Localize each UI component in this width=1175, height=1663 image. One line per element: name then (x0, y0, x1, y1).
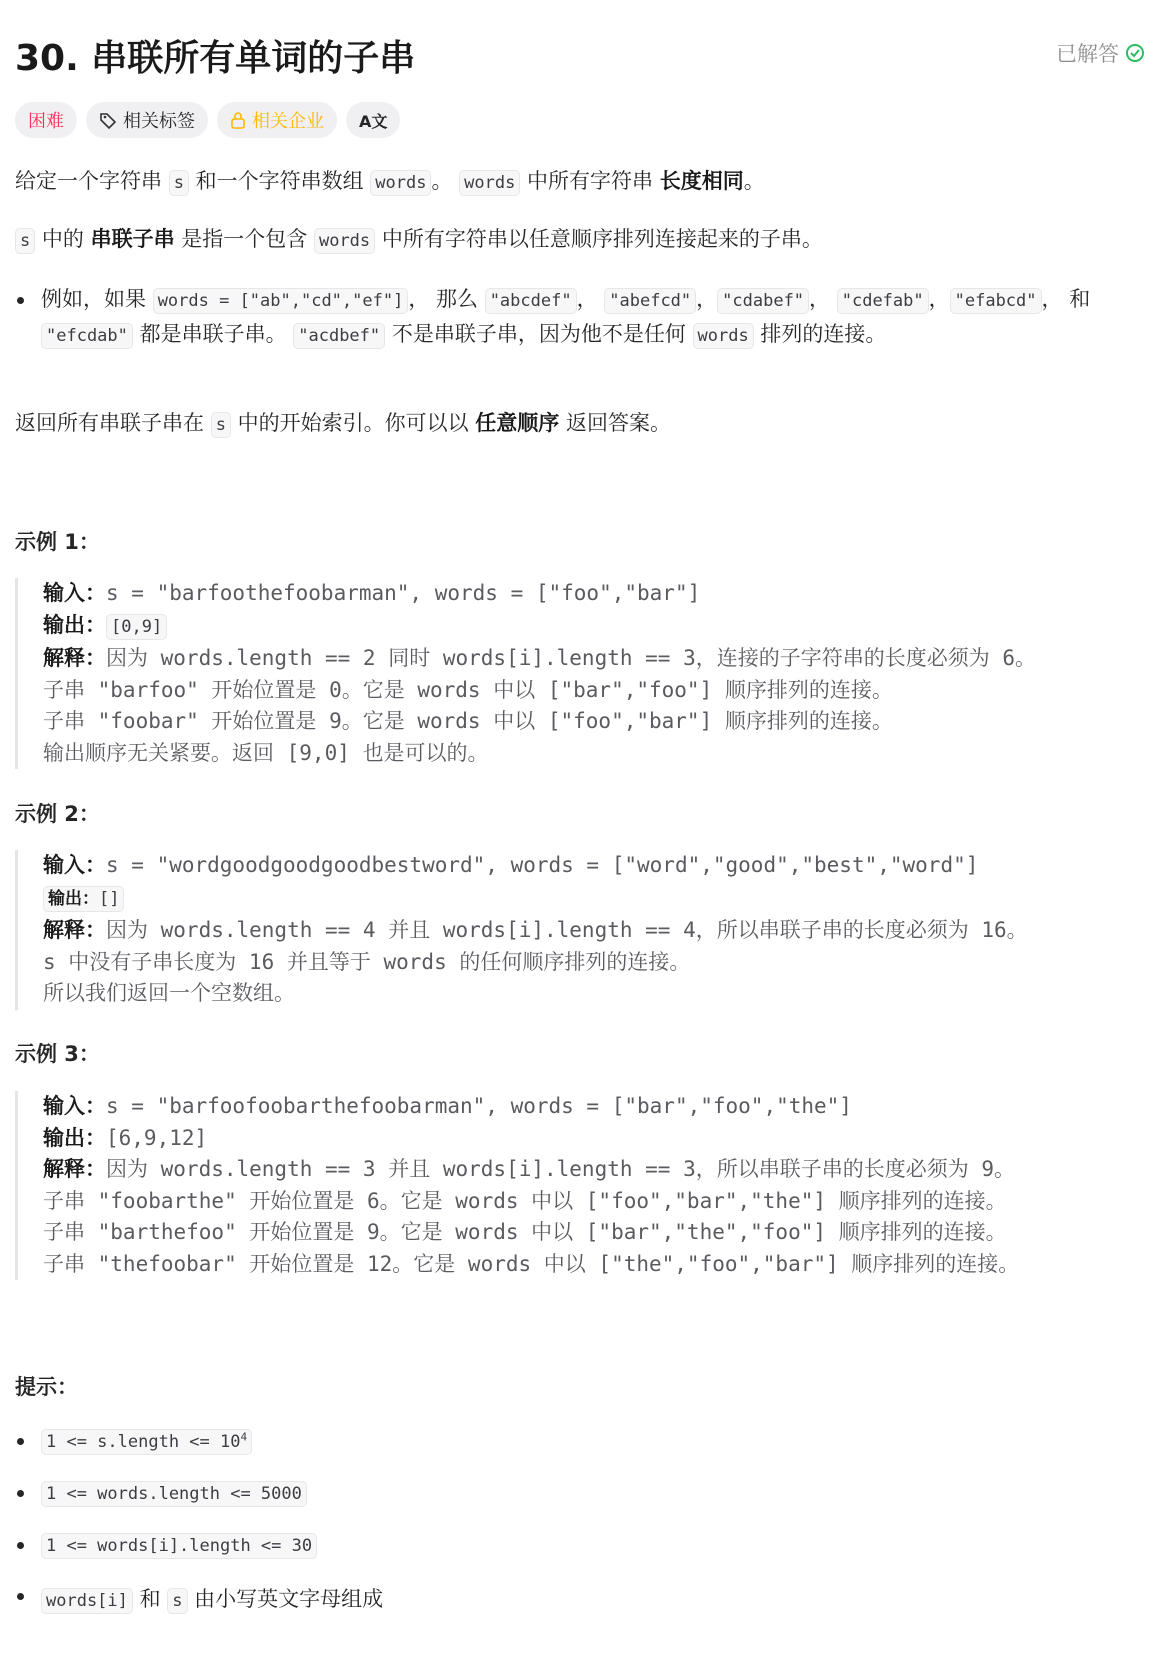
code: words = ["ab","cd","ef"] (153, 288, 409, 314)
explanation-line: 子串 "foobar" 开始位置是 9。它是 words 中以 ["foo","bar"] 顺序排列的连接。 (43, 709, 893, 733)
constraints-heading: 提示： (15, 1375, 78, 1399)
output-value: [6,9,12] (106, 1125, 208, 1150)
output-label: 输出： (48, 888, 99, 909)
input-value: s = "barfoothefoobarman", words = ["foo","bar"] (106, 581, 701, 605)
related-tags-button[interactable] (86, 102, 208, 138)
desc-paragraph-3 (15, 406, 671, 442)
output-value: [0,9] (106, 614, 167, 640)
explanation-line: 因为 words.length == 4 并且 words[i].length == 4，所以串联子串的长度必须为 16。 (106, 918, 1028, 942)
code: words[i] (41, 1588, 133, 1614)
text: 不是串联子串，因为他不是任何 (385, 322, 693, 346)
code: s (15, 228, 35, 254)
text: 。 (743, 169, 765, 193)
text: 中所有字符串以任意顺序排列连接起来的子串。 (375, 227, 823, 251)
input-label: 输入： (43, 581, 106, 605)
code: words (693, 323, 754, 349)
code: s (167, 1588, 187, 1614)
output-label: 输出： (43, 1125, 106, 1150)
superscript: 4 (240, 1430, 248, 1444)
text: 由小写英文字母组成 (187, 1587, 384, 1611)
code: words (370, 170, 431, 196)
code: "cdabef" (717, 288, 809, 314)
bold-text: 串联子串 (90, 227, 175, 251)
translate-button[interactable]: A文 (346, 102, 400, 138)
constraint-item (15, 1583, 383, 1613)
example-bullet (15, 283, 1121, 353)
explanation-label: 解释： (43, 1157, 106, 1181)
solved-status (1056, 38, 1145, 68)
code: s (211, 412, 231, 438)
code: words (459, 170, 520, 196)
text: 1 <= s.length <= 10 (46, 1432, 241, 1452)
text: ， (576, 287, 605, 311)
example-3-block (15, 1091, 1019, 1280)
explanation-line: 子串 "foobarthe" 开始位置是 6。它是 words 中以 ["foo","bar","the"] 顺序排列的连接。 (43, 1188, 1007, 1213)
code: "cdefab" (837, 288, 929, 314)
input-value: s = "wordgoodgoodgoodbestword", words = ["word","good","best","word"] (106, 853, 979, 877)
bold-text: 长度相同 (659, 169, 744, 193)
text: ， (928, 287, 950, 311)
explanation-line: 子串 "barthefoo" 开始位置是 9。它是 words 中以 ["bar","the","foo"] 顺序排列的连接。 (43, 1220, 1007, 1244)
explanation-line: 所以我们返回一个空数组。 (43, 981, 295, 1005)
text: 返回所有串联子串在 (15, 411, 211, 435)
explanation-label: 解释： (43, 918, 106, 942)
text: ， 那么 (408, 287, 485, 311)
input-label: 输入： (43, 1094, 106, 1118)
tag-icon (99, 111, 117, 129)
code: "abefcd" (604, 288, 696, 314)
example-1-block (15, 578, 1036, 769)
explanation-line: 输出顺序无关紧要。返回 [9,0] 也是可以的。 (43, 740, 489, 765)
constraint-item (15, 1532, 317, 1556)
text: 中所有字符串 (520, 169, 660, 193)
lock-icon (230, 111, 246, 129)
code: words (314, 228, 375, 254)
example-2-block (15, 850, 1028, 1010)
text: 例如，如果 (41, 287, 153, 311)
example-2-heading: 示例 2： (15, 802, 100, 826)
explanation-line: 子串 "thefoobar" 开始位置是 12。它是 words 中以 ["the","foo","bar"] 顺序排列的连接。 (43, 1251, 1020, 1276)
code (41, 1429, 252, 1455)
code: 1 <= words[i].length <= 30 (41, 1533, 317, 1559)
difficulty-badge[interactable]: 困难 (15, 102, 77, 138)
text: 和 (132, 1587, 168, 1611)
example-3-heading: 示例 3： (15, 1042, 100, 1066)
explanation-label: 解释： (43, 646, 106, 670)
text: 是指一个包含 (174, 227, 314, 251)
input-label: 输入： (43, 853, 106, 877)
constraint-item (15, 1428, 252, 1452)
text: ， (809, 287, 837, 311)
bold-text: 任意顺序 (475, 411, 560, 435)
explanation-line: s 中没有子串长度为 16 并且等于 words 的任何顺序排列的连接。 (43, 949, 691, 974)
check-circle-icon (1125, 43, 1145, 63)
desc-paragraph-2 (15, 222, 823, 258)
text: 中的 (35, 227, 91, 251)
output-label: 输出： (43, 612, 106, 637)
related-companies-label: 相关企业 (252, 111, 324, 132)
text: 中的开始索引。你可以以 (230, 411, 476, 435)
explanation-line: 因为 words.length == 3 并且 words[i].length == 3，所以串联子串的长度必须为 9。 (106, 1157, 1016, 1181)
example-1-heading: 示例 1： (15, 530, 100, 554)
text: 。 (431, 169, 460, 193)
explanation-line: 子串 "barfoo" 开始位置是 0。它是 words 中以 ["bar","foo"] 顺序排列的连接。 (43, 677, 893, 702)
tag-bar (15, 102, 400, 138)
text: ， 和 (1041, 287, 1091, 311)
text: 都是串联子串。 (132, 322, 294, 346)
code: "efabcd" (950, 288, 1042, 314)
explanation-line: 因为 words.length == 2 同时 words[i].length == 3，连接的子字符串的长度必须为 6。 (106, 646, 1037, 670)
text: ， (696, 287, 718, 311)
code: "efcdab" (41, 323, 133, 349)
output-value: [] (99, 888, 120, 909)
code: "acdbef" (293, 323, 385, 349)
problem-title: 30. 串联所有单词的子串 (15, 38, 416, 79)
input-value: s = "barfoofoobarthefoobarman", words = ["bar","foo","the"] (106, 1094, 852, 1118)
text: 返回答案。 (559, 411, 671, 435)
solved-label: 已解答 (1056, 42, 1119, 66)
related-tags-label: 相关标签 (123, 111, 195, 132)
code: 1 <= words.length <= 5000 (41, 1481, 307, 1507)
code: s (169, 170, 189, 196)
code: "abcdef" (485, 288, 577, 314)
text: 和一个字符串数组 (188, 169, 371, 193)
related-companies-button[interactable] (217, 102, 337, 138)
desc-paragraph-1 (15, 164, 765, 200)
constraint-item (15, 1480, 307, 1504)
text: 给定一个字符串 (15, 169, 169, 193)
text: 排列的连接。 (753, 322, 887, 346)
